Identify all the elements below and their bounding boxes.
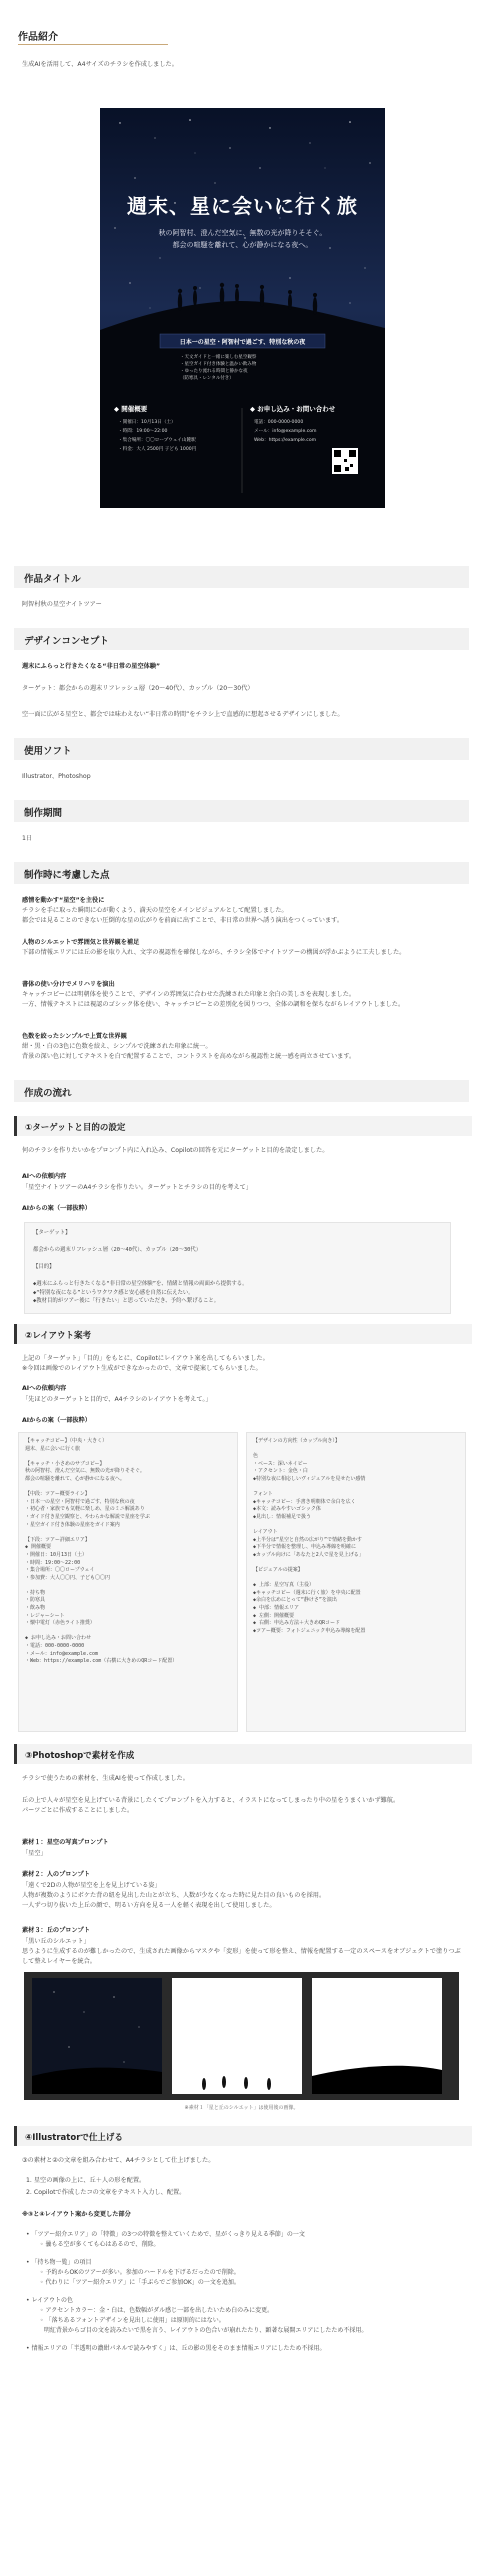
period-section-heading: 制作期間	[24, 808, 63, 819]
step3-header	[14, 1744, 472, 1764]
step2-heading: ②レイアウト案考	[25, 1331, 92, 1341]
flyer-contact-line: 電話：000-0000-0000	[254, 420, 304, 425]
title-section-heading: 作品タイトル	[24, 574, 81, 585]
flow-section-header	[14, 1080, 469, 1102]
change-subitem: ◦ 代わりに「ツアー紹介エリア」に「手ぶらでご参加OK」の一文を追加。	[40, 2279, 240, 2286]
change-subitem: ◦ アクセントカラー：金・白は、色数幅がダル感じ一部を出したいため白のみに変更。	[40, 2307, 274, 2314]
flyer-contact-line: メール：info@example.com	[254, 429, 317, 434]
period-section-header	[14, 800, 469, 822]
change-subitem: ◦ 「落ちあるフォントデザインを見出しに使用」は原則的にはない。 明紅背景からゴ目の文を読みたいで黒を言う、レイアウトの色合いが崩れたたり、顕著な展開エリアにしたため不採用。	[40, 2317, 368, 2334]
change-text: の項目	[73, 2259, 92, 2266]
change-subitem-text: 予約からOKのツアーが多い。参加のハードルを下げるだったので削除。	[45, 2269, 240, 2276]
point-title: 色数を絞ったシンプルで上質な世界観	[22, 1033, 127, 1040]
material1-title: 素材１：星空の写真プロンプト	[22, 1839, 109, 1846]
change-subitem: ◦ 曇もる空が多くても心はあるので、削除。	[40, 2241, 160, 2248]
point-body: チラシを手に取った瞬間に心が動くよう、満天の星空をメインビジュアルとして配置しました。 都会では見ることのできない圧倒的な星の広がりを前面に出すことで、非日常の世界へ誘う演出をつくっています。	[22, 907, 344, 924]
flyer-bullets	[180, 354, 330, 382]
step1-answer-box	[24, 1222, 451, 1314]
step1-answer-text: 【ターゲット】 都会からの週末リフレッシュ層（20〜40代）、カップル（20〜30代） 【目的】 ◆週末にふらっと行きたくなる“非日常の星空体験”を、情緒と情報の両面から提供する。 ◆“特別な夜になる”というワクワク感と安心感を自然に伝えたい。 ◆教材目的がツアー後に「行きたい」と思っていただき、予約へ繋げること。	[33, 1230, 248, 1304]
step2-ai-instruction-label: AIへの依頼内容	[22, 1385, 67, 1392]
change-subitem: ◦ 予約からOKのツアーが多い。参加のハードルを下げるだったので削除。	[40, 2269, 240, 2276]
concept-body: 空一面に広がる星空と、都会では味わえない“非日常の時間”をチラシ上で直感的に想起させるデザインにしました。	[22, 711, 344, 718]
flyer-contact-heading: ◆ お申し込み・お問い合わせ	[250, 405, 336, 413]
point-title: 書体の使い分けでメリハリを演出	[22, 981, 115, 988]
point-title: 感情を動かす“星空”を主役に	[22, 897, 105, 904]
flyer-event-line: ・時間：19:00〜22:00	[118, 429, 168, 434]
flyer-bullet: （防寒具・レンタル付き）	[180, 376, 234, 381]
step1-ai-instruction-label: AIへの依頼内容	[22, 1173, 67, 1180]
works-heading-underline	[18, 44, 168, 45]
flyer-event-line: ・開催日：10月13日（土）	[118, 420, 176, 425]
step1-heading: ①ターゲットと目的の設定	[25, 1123, 126, 1133]
materials-image	[24, 1972, 459, 2100]
flyer-bullet: ・ゆったり流れる時間と静かな夜	[180, 369, 248, 374]
change-text: は、丘の影の黒をそのまま情報エリアにしたため不採用。	[169, 2345, 326, 2352]
flyer-catch-line-2: 都会の喧騒を離れて、心が静かになる夜へ。	[172, 241, 313, 249]
period-body: 1日	[22, 835, 33, 842]
step2-body: 上記の「ターゲット」「目的」をもとに、Copilotにレイアウト案を出してもらいました。 ※今回は画像でのレイアウト生成ができなかったので、文章で提案してもらいました。	[22, 1355, 269, 1372]
points-section-header	[14, 862, 469, 884]
change-item: • 情報エリアの「半透明の濃紺パネルで読みやすく」は、丘の影の黒をそのまま情報エリアにしたため不採用。	[26, 2345, 326, 2352]
step4-list-item: 2. Copilotで作成したコの文章をテキスト入力し、配置。	[26, 2189, 186, 2196]
change-item: • レイアウトの色	[26, 2297, 73, 2304]
software-section-header	[14, 738, 469, 760]
material2-body: 「遠くで2Dの人物が星空を上を見上げている姿」 人物が複数のようにボケた背の紐を見出した山とが立ち、人数が少なくなった時に見た目の良いものを採用。 一人ずつ切り抜いた上丘の顔で、明るい方向を見る一人を軽く表現を出して使用しました。	[22, 1882, 326, 1909]
step3-body1: チラシで使うための素材を、生成AIを使って作成しました。	[22, 1775, 189, 1782]
step2-right-plan-box	[246, 1432, 466, 1732]
step1-header	[14, 1116, 472, 1136]
step2-ai-answer-label: AIからの案（一部抜粋）	[22, 1417, 91, 1424]
step2-header	[14, 1324, 472, 1344]
concept-section-heading: デザインコンセプト	[24, 636, 109, 647]
flyer-contact-lines	[254, 418, 317, 445]
step2-ai-instruction: 「先ほどのターゲットと目的で、A4チラシのレイアウトを考えて。」	[22, 1396, 212, 1403]
point-body: 紺・黒・白の3色に色数を絞え、シンプルで洗練された印象に統一。 背景の深い色に対してテキストを白で配置することで、コントラストを高めながら視認性と統一感を両立させています。	[22, 1043, 356, 1060]
change-subitem-text: 曇もる空が多くても心はあるので、削除。	[45, 2241, 160, 2248]
change-text: の「特徴」の3つの特徴を整えていくためで、星がくっきり見える季節」の一文	[91, 2231, 305, 2238]
material1-body: 「星空」	[22, 1850, 47, 1857]
step2-left-plan-box	[18, 1432, 238, 1732]
flyer-catch-line-1: 秋の阿智村、澄んだ空気に、無数の光が降りそそぐ。	[158, 229, 327, 237]
step4-header	[14, 2126, 472, 2146]
step2-right-plan-text: 【デザインの方向性（カップル向き）】 色 ・ベース：深いネイビー ・アクセント：金色・白 ◆特別な夜に相応しいヴィジュアルを見せたい感情 フォント ◆キャッチコピー：手書き明朝体で余白を広く ◆本文：読みやすいゴシック体 ◆見出し：情報補足で扱う レイアウト ◆上半分は“星空と自然の広がり”で情緒を動かす ◆下半分で情報を整理し、申込み導線を明確に ◆カップル向けに「あなたと2人で星を見上げる」 【ビジュアルの提案】 ◆ 上部：星空写真（主役） ◆キャッチコピー（週末に行く旅）を中央に配置 ◆余白を広めにとって“静けさ”を演出 ◆ 中部：情報エリア ◆ 左側：開催概要 ◆ 右側：申込み方法＋大きめQRコード ◆ツアー概要：フォトジェニック申込み導線を配置	[253, 1438, 366, 1634]
concept-target: ターゲット：都会からの週末リフレッシュ層（20〜40代）、カップル（20〜30代）	[22, 685, 254, 692]
materials-graphic	[24, 1972, 459, 2100]
change-item: • 「持ち物一覧」の項目	[26, 2259, 92, 2266]
step4-sub-heading: ※③と④レイアウト案から変更した部分	[22, 2211, 131, 2218]
flyer-banner: 日本一の星空・阿智村で過ごす、特別な秋の夜	[179, 339, 306, 346]
change-lead: 「ツアー紹介エリア」	[31, 2231, 92, 2238]
title-section-body: 阿智村秋の星空ナイトツアー	[22, 601, 102, 608]
material3-body: 「黒い丘のシルエット」 思うように生成するのが難しかったので、生成された画像からマスクや「変形」を使って形を整え、情報を配置する一定のスペースをオブジェクトで塗りつぶして整えレイヤーを統合。	[22, 1938, 461, 1965]
flow-section-heading: 作成の流れ	[24, 1088, 72, 1099]
point-body: 下部の情報エリアには丘の影を取り入れ、文字の視認性を確保しながら、チラシ全体でナイトツアーの構図が浮かぶように工夫しました。	[22, 949, 406, 956]
step3-heading: ③Photoshopで素材を作成	[25, 1751, 135, 1761]
flyer-image	[100, 108, 385, 508]
change-subitem-text: 「落ちあるフォントデザインを見出しに使用」は原則的にはない。 明紅背景からゴ目の文を読みたいで黒を言う、レイアウトの色合いが崩れたたり、顕著な展開エリアにしたため不採用。	[43, 2317, 368, 2334]
concept-section-header	[14, 628, 469, 650]
title-section-header	[14, 566, 469, 588]
step4-change-list	[26, 2230, 466, 2354]
flyer-event-heading: ◆ 開催概要	[114, 405, 148, 413]
flyer-bullet: ・星空ガイド付き体験と温かい飲み物	[180, 362, 257, 367]
material2-title: 素材２：人のプロンプト	[22, 1871, 91, 1878]
flyer-contact-line: Web：https://example.com	[254, 438, 317, 443]
flyer-event-line: ・料金：大人 2500円 子ども 1000円	[118, 447, 197, 452]
step4-heading: ④Illustratorで仕上げる	[25, 2133, 123, 2143]
step4-list-item: 1. 星空の画像の上に、丘＋人の形を配置。	[26, 2177, 146, 2184]
step1-body: 何のチラシを作りたいかをプロンプト内に入れ込み、Copilotの回答を元にターゲットと目的を設定しました。	[22, 1147, 329, 1154]
step3-body2: 丘の上で人々が星空を見上げている背景にしたくてプロンプトを入力すると、イラストになってしまったり中の星をうまくいかず難航。 パーツごとに作成することにしました。	[22, 1797, 400, 1814]
step1-ai-instruction: 「星空ナイトツアーのA4チラシを作りたい。ターゲットとチラシの目的を考えて」	[22, 1184, 253, 1191]
concept-lead: 週末にふらっと行きたくなる“非日常の星空体験”	[22, 663, 161, 670]
change-item: • 「ツアー紹介エリア」の「特徴」の3つの特徴を整えていくためで、星がくっきり見える季節」の一文	[26, 2231, 305, 2238]
change-lead: レイアウトの色	[31, 2297, 73, 2304]
flyer-title: 週末、星に会いに行く旅	[127, 194, 358, 218]
works-heading: 作品紹介	[18, 32, 58, 43]
software-body: Illustrator、Photoshop	[22, 773, 91, 780]
step4-body: ③の素材と②の文章を組み合わせて、A4チラシとして仕上げました。	[22, 2157, 215, 2164]
works-intro: 生成AIを活用して、A4サイズのチラシを作成しました。	[22, 61, 178, 68]
points-section-heading: 制作時に考慮した点	[24, 870, 110, 881]
change-lead: 情報エリアの「半透明の濃紺パネルで読みやすく」	[31, 2345, 170, 2352]
flyer-event-lines	[118, 418, 196, 454]
change-subitem-text: 代わりに「ツアー紹介エリア」に「手ぶらでご参加OK」の一文を追加。	[45, 2279, 240, 2286]
flyer-bullet: ・天文ガイドと一緒に楽しむ星空観察	[180, 355, 257, 360]
flyer-event-line: ・集合場所：〇〇ロープウェイ山麓駅	[118, 438, 196, 443]
change-lead: 「持ち物一覧」	[31, 2259, 74, 2266]
software-section-heading: 使用ソフト	[24, 746, 72, 757]
point-title: 人物のシルエットで雰囲気と世界観を補足	[22, 939, 140, 946]
point-body: キャッチコピーには明朝体を使うことで、デザインの雰囲気に合わせた洗練された印象と余白の美しさを表現しました。 一方、情報テキストには視認のゴシック体を使い、キャッチコピーとの差別化を図りつつ、全体の調和を保ちながらレイアウトしました。	[22, 991, 405, 1008]
materials-caption: ※素材１「星と丘のシルエット」は使用後の画像。	[184, 2105, 299, 2111]
material3-title: 素材３：丘のプロンプト	[22, 1927, 91, 1934]
change-subitem-text: アクセントカラー：金・白は、色数幅がダル感じ一部を出したいため白のみに変更。	[45, 2307, 274, 2314]
step1-ai-answer-label: AIからの案（一部抜粋）	[22, 1205, 91, 1212]
step2-left-plan-text: 【キャッチコピー】（中央・大きく） 週末、星に会いに行く旅 【キャッチ・小さめのサブコピー】 秋の阿智村、澄んだ空気に、無数の光が降りそそぐ。 都会の喧騒を離れて、心が静かになる夜へ。 【中段：ツアー概要ライン】 ・日本一の星空・阿智村で過ごす、特別な秋の夜 ・初心者・家族でも気軽に楽しめ、星のミニ解説あり ・ガイド付き星空観察と、やわらかな解説で星座を学ぶ ・星空ガイド付き体験の星座をガイド案内 【下段：ツアー詳細エリア】 ◆ 開催概要 ・開催日：10月13日（土） ・時間：19:00〜22:00 ・集合場所：〇〇ロープウェイ ・参加費：大人〇〇円、子ども〇〇円 ・持ち物 ・防寒具 ・飲み物 ・レジャーシート ・懐中電灯（赤色ライト推奨） ◆ お申し込み・お問い合わせ ・電話：000-0000-0000 ・メール：info@example.com ・Web：https://example.com（右横に大きめのQRコード配置）	[25, 1438, 178, 1665]
